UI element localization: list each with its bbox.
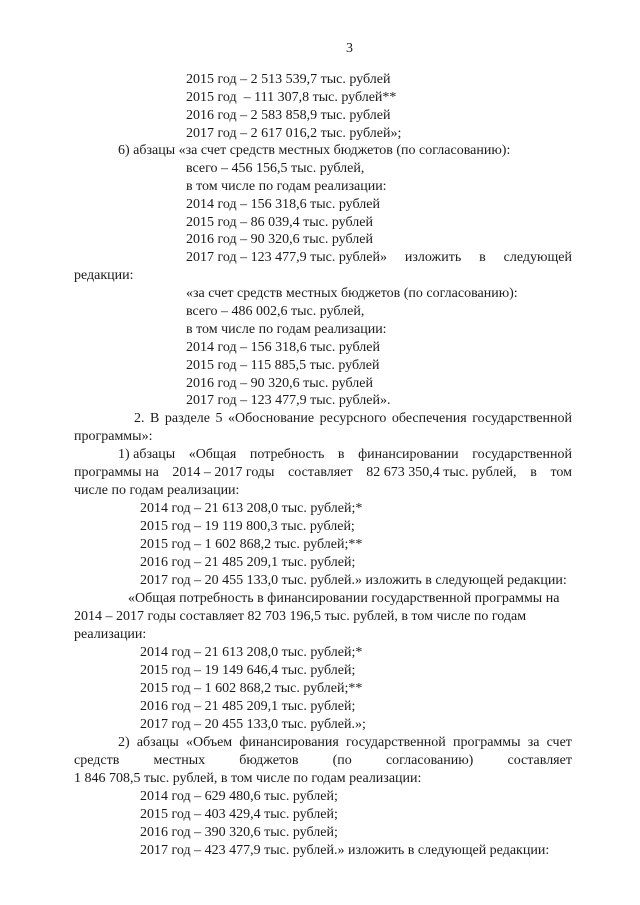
text-line: редакции:: [74, 268, 134, 283]
word: 5: [215, 411, 223, 426]
word: абзацы: [136, 735, 179, 750]
text-line: в том числе по годам реализации:: [186, 322, 387, 337]
text-line: всего – 486 002,6 тыс. рублей,: [186, 304, 365, 319]
word: программы на: [74, 465, 159, 480]
text-line: 2017 год – 20 455 133,0 тыс. рублей.»;: [140, 717, 366, 732]
text-line: 2014 год – 156 318,6 тыс. рублей: [186, 340, 380, 355]
word: обеспечения: [391, 411, 467, 426]
word: согласованию): [385, 753, 474, 768]
text-line: 2014 год – 21 613 208,0 тыс. рублей;*: [140, 645, 363, 660]
text-line: 2016 год – 90 320,6 тыс. рублей: [186, 232, 373, 247]
justified-line: [118, 734, 572, 751]
word: 82 673 350,4 тыс. рублей,: [366, 465, 517, 480]
text-line: реализации:: [74, 627, 147, 642]
word: (по: [332, 753, 352, 768]
text-line: 2014 год – 629 480,6 тыс. рублей;: [140, 789, 338, 804]
word: изложить: [404, 250, 462, 265]
word: финансирования: [239, 735, 339, 750]
word: в: [337, 447, 345, 462]
text-line: 2014 год – 21 613 208,0 тыс. рублей;*: [140, 501, 363, 516]
word: 2): [118, 735, 130, 750]
justified-line: [134, 410, 572, 427]
word: «Общая: [188, 447, 237, 462]
text-line: 1 846 708,5 тыс. рублей, в том числе по годам реализации:: [74, 771, 422, 786]
word: в: [479, 250, 486, 265]
text-line: 2017 год – 2 617 016,2 тыс. рублей»;: [186, 126, 402, 141]
word: государственной: [472, 411, 572, 426]
word: В: [150, 411, 160, 426]
text-line: 2015 год – 2 513 539,7 тыс. рублей: [186, 72, 391, 87]
text-line: 2016 год – 21 485 209,1 тыс. рублей;: [140, 555, 356, 570]
text-line: всего – 456 156,5 тыс. рублей,: [186, 161, 365, 176]
text-line: 2017 год – 20 455 133,0 тыс. рублей.» изложить в следующей редакции:: [140, 573, 567, 588]
text-line: 2016 год – 2 583 858,9 тыс. рублей: [186, 108, 391, 123]
text-line: «за счет средств местных бюджетов (по согласованию):: [186, 286, 518, 301]
justified-line: [186, 249, 572, 266]
word: том: [550, 465, 572, 480]
text-line: 2014 – 2017 годы составляет 82 703 196,5 тыс. рублей, в том числе по годам: [74, 609, 527, 624]
word: государственной: [472, 447, 572, 462]
word: за: [527, 735, 540, 750]
text-line: 2015 год – 1 602 868,2 тыс. рублей;**: [140, 681, 363, 696]
text-line: 2016 год – 390 320,6 тыс. рублей;: [140, 825, 338, 840]
text-line: 2014 год – 156 318,6 тыс. рублей: [186, 197, 380, 212]
text-line: 2015 год – 403 429,4 тыс. рублей;: [140, 807, 338, 822]
justified-line: [74, 464, 572, 481]
word: «Обоснование: [228, 411, 315, 426]
word: финансировании: [358, 447, 459, 462]
word: 2014 – 2017 годы: [172, 465, 275, 480]
justified-line: [118, 446, 572, 463]
text-line: числе по годам реализации:: [74, 483, 240, 498]
word: счет: [546, 735, 572, 750]
text-line: в том числе по годам реализации:: [186, 179, 387, 194]
text-line: «Общая потребность в финансировании государственной программы на: [128, 591, 560, 606]
word: разделе: [164, 411, 210, 426]
word: «Объем: [185, 735, 233, 750]
justified-line: [74, 752, 572, 769]
text-line: 2015 год – 86 039,4 тыс. рублей: [186, 215, 373, 230]
word: бюджетов: [239, 753, 299, 768]
word: 2017 год – 123 477,9 тыс. рублей»: [186, 250, 387, 265]
word: 2.: [134, 411, 145, 426]
text-line: 2015 год – 19 119 800,3 тыс. рублей;: [140, 519, 355, 534]
word: государственной: [346, 735, 446, 750]
word: средств: [74, 753, 120, 768]
text-line: 2016 год – 21 485 209,1 тыс. рублей;: [140, 699, 356, 714]
word: потребность: [249, 447, 325, 462]
text-line: 2015 год – 111 307,8 тыс. рублей**: [186, 90, 397, 105]
text-line: программы»:: [74, 429, 153, 444]
item-6-heading: 6) абзацы «за счет средств местных бюджетов (по согласованию):: [118, 143, 511, 158]
text-line: 2015 год – 19 149 646,4 тыс. рублей;: [140, 663, 356, 678]
word: составляет: [507, 753, 572, 768]
word: программы: [452, 735, 521, 750]
word: 1) абзацы: [118, 447, 176, 462]
word: ресурсного: [319, 411, 387, 426]
text-line: 2015 год – 1 602 868,2 тыс. рублей;**: [140, 537, 363, 552]
word: следующей: [503, 250, 572, 265]
text-line: 2015 год – 115 885,5 тыс. рублей: [186, 358, 380, 373]
text-line: 2016 год – 90 320,6 тыс. рублей: [186, 376, 373, 391]
word: составляет: [288, 465, 353, 480]
text-line: 2017 год – 123 477,9 тыс. рублей».: [186, 393, 391, 408]
page-number: 3: [346, 41, 353, 56]
text-line: 2017 год – 423 477,9 тыс. рублей.» изложить в следующей редакции:: [140, 843, 550, 858]
word: местных: [153, 753, 206, 768]
word: в: [530, 465, 537, 480]
